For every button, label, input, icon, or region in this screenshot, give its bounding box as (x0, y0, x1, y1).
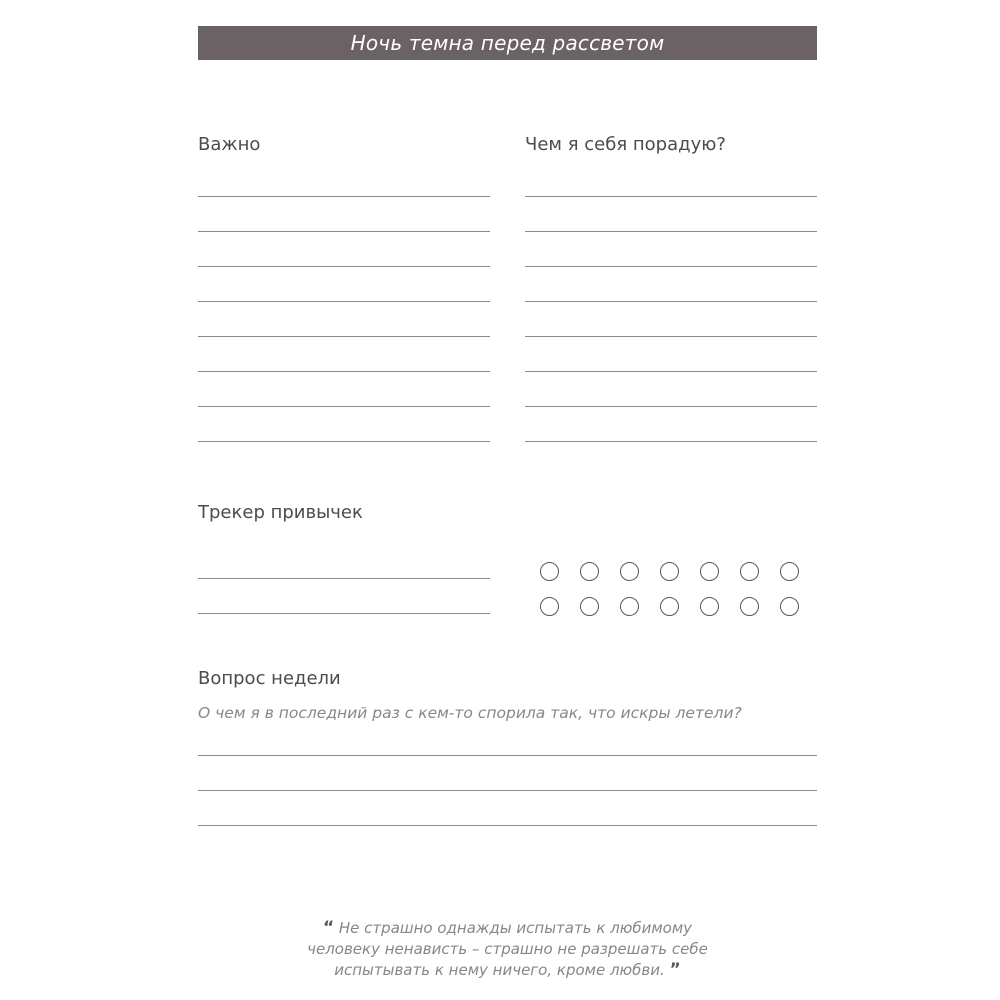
habit-checkbox[interactable] (700, 597, 719, 616)
habit-checkbox[interactable] (780, 597, 799, 616)
writing-line[interactable] (198, 301, 490, 302)
writing-line[interactable] (198, 231, 490, 232)
habit-checkbox[interactable] (580, 562, 599, 581)
answer-line[interactable] (198, 790, 817, 791)
habit-checkbox[interactable] (620, 597, 639, 616)
writing-line[interactable] (198, 371, 490, 372)
writing-line[interactable] (525, 336, 817, 337)
open-quote-icon: “ (322, 918, 335, 938)
habit-tracker-label: Трекер привычек (198, 502, 363, 523)
week-question-label: Вопрос недели (198, 668, 341, 689)
writing-line[interactable] (525, 231, 817, 232)
writing-line[interactable] (525, 301, 817, 302)
treat-label: Чем я себя порадую? (525, 134, 726, 155)
quote-line-1: “ Не страшно однажды испытать к любимому (322, 918, 693, 938)
writing-line[interactable] (525, 406, 817, 407)
close-quote-icon: ” (669, 960, 681, 980)
habit-checkbox[interactable] (660, 562, 679, 581)
writing-line[interactable] (198, 266, 490, 267)
writing-line[interactable] (525, 371, 817, 372)
habit-checkbox[interactable] (540, 597, 559, 616)
habit-checkbox[interactable] (580, 597, 599, 616)
quote-line-3: испытывать к нему ничего, кроме любви. ” (334, 960, 681, 980)
footer-quote (198, 918, 817, 981)
habit-checkbox[interactable] (740, 597, 759, 616)
habit-checkbox[interactable] (540, 562, 559, 581)
writing-line[interactable] (198, 196, 490, 197)
title-banner (198, 26, 817, 60)
habit-checkbox[interactable] (620, 562, 639, 581)
week-question-prompt: О чем я в последний раз с кем-то спорила так, что искры летели? (198, 704, 742, 722)
writing-line[interactable] (198, 441, 490, 442)
writing-line[interactable] (198, 406, 490, 407)
habit-checkbox[interactable] (780, 562, 799, 581)
habit-line[interactable] (198, 578, 490, 579)
habit-checkbox[interactable] (700, 562, 719, 581)
habit-checkbox[interactable] (740, 562, 759, 581)
important-label: Важно (198, 134, 261, 155)
writing-line[interactable] (198, 336, 490, 337)
writing-line[interactable] (525, 441, 817, 442)
quote-line-2: человеку ненависть – страшно не разрешать себе (307, 940, 708, 958)
answer-line[interactable] (198, 755, 817, 756)
habit-line[interactable] (198, 613, 490, 614)
writing-line[interactable] (525, 196, 817, 197)
answer-line[interactable] (198, 825, 817, 826)
page-title: Ночь темна перед рассветом (350, 31, 665, 55)
writing-line[interactable] (525, 266, 817, 267)
habit-checkbox[interactable] (660, 597, 679, 616)
